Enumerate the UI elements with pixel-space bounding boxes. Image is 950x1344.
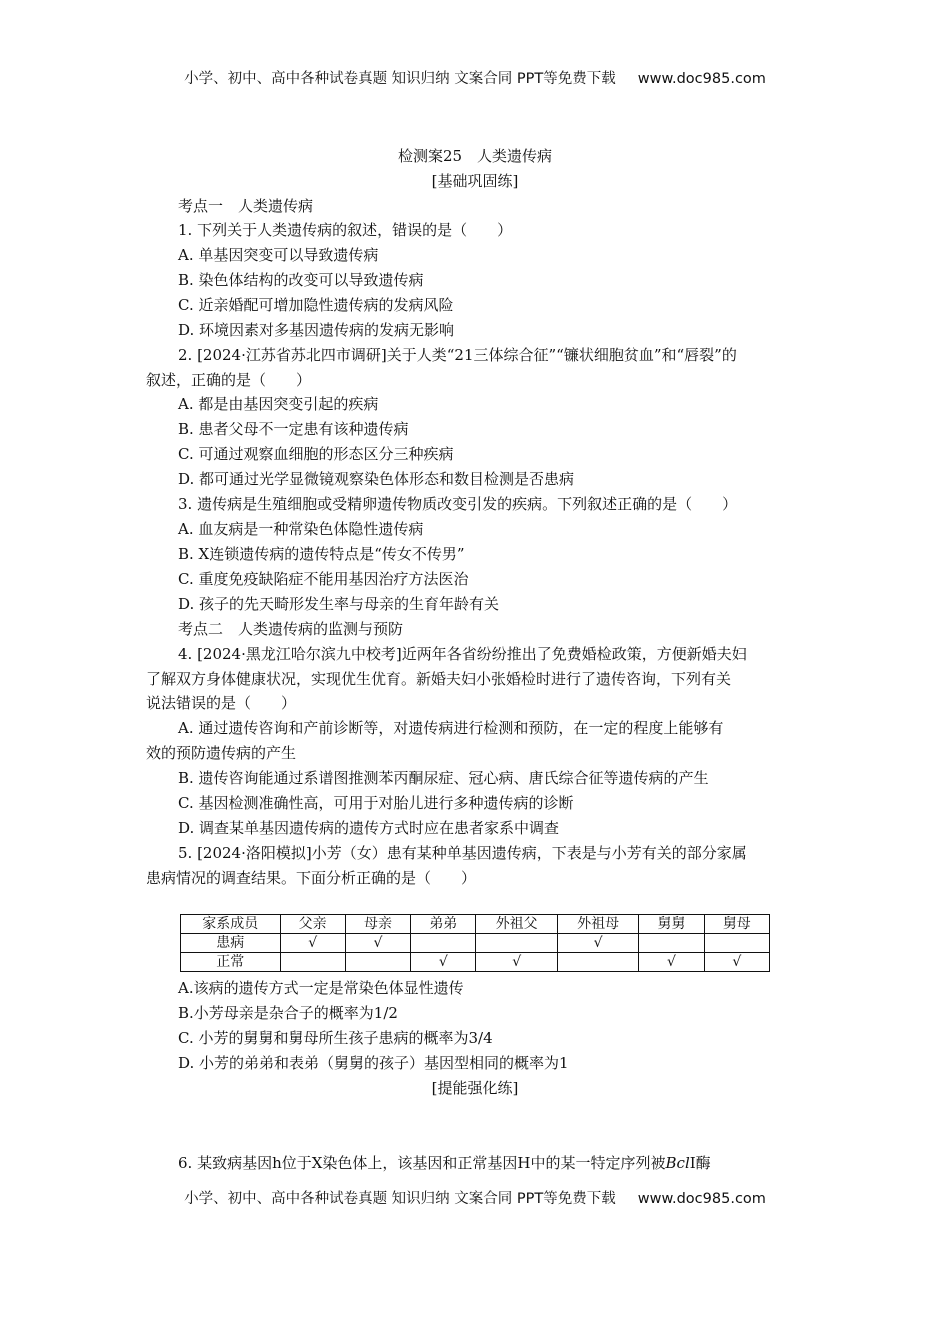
q4-option-c: C. 基因检测准确性高，可用于对胎儿进行多种遗传病的诊断 — [178, 794, 574, 812]
table-cell — [639, 934, 704, 953]
table-cell: √ — [557, 934, 638, 953]
topic-one: 考点一 人类遗传病 — [178, 197, 314, 215]
q5-option-b: B.小芳母亲是杂合子的概率为1/2 — [178, 1004, 398, 1022]
q5-option-c: C. 小芳的舅舅和舅母所生孩子患病的概率为3/4 — [178, 1029, 493, 1047]
table-cell — [280, 953, 345, 972]
page-header — [0, 69, 950, 89]
q3-option-b: B. X连锁遗传病的遗传特点是“传女不传男” — [178, 545, 465, 563]
q2-option-a: A. 都是由基因突变引起的疾病 — [178, 395, 379, 413]
q4-stem-line2: 了解双方身体健康状况，实现优生优育。新婚夫妇小张婚检时进行了遗传咨询，下列有关 — [146, 670, 732, 688]
q4-option-b: B. 遗传咨询能通过系谱图推测苯丙酮尿症、冠心病、唐氏综合征等遗传病的产生 — [178, 769, 709, 787]
q4-option-a-line1: A. 通过遗传咨询和产前诊断等，对遗传病进行检测和预防，在一定的程度上能够有 — [178, 719, 724, 737]
q3-option-d: D. 孩子的先天畸形发生率与母亲的生育年龄有关 — [178, 595, 500, 613]
table-cell — [345, 953, 410, 972]
table-header-cell: 弟弟 — [411, 915, 476, 934]
table-header-cell: 舅舅 — [639, 915, 704, 934]
q2-stem-line1: 2. [2024·江苏省苏北四市调研]关于人类“21三体综合征”“镰状细胞贫血”和“唇裂”的 — [178, 346, 737, 364]
q4-option-a-line2: 效的预防遗传病的产生 — [146, 744, 297, 762]
page-title: 检测案25 人类遗传病 — [397, 147, 553, 165]
table-header-cell: 舅母 — [704, 915, 769, 934]
table-cell — [411, 934, 476, 953]
q5-stem-line2: 患病情况的调查结果。下面分析正确的是（ ） — [146, 869, 477, 887]
q6-enzyme-name: Bcl — [665, 1154, 690, 1172]
q6-stem — [178, 1153, 711, 1173]
table-header-cell: 家系成员 — [181, 915, 281, 934]
q6-stem-text: 6. 某致病基因h位于X染色体上，该基因和正常基因H中的某一特定序列被 — [178, 1154, 666, 1172]
q2-option-b: B. 患者父母不一定患有该种遗传病 — [178, 420, 409, 438]
q1-option-c: C. 近亲婚配可增加隐性遗传病的发病风险 — [178, 296, 454, 314]
q5-option-a: A.该病的遗传方式一定是常染色体显性遗传 — [178, 979, 464, 997]
q3-option-a: A. 血友病是一种常染色体隐性遗传病 — [178, 520, 424, 538]
table-header-cell: 外祖父 — [476, 915, 557, 934]
family-survey-table — [180, 914, 770, 972]
table-header-cell: 父亲 — [280, 915, 345, 934]
table-header-cell: 母亲 — [345, 915, 410, 934]
footer-url[interactable]: www.doc985.com — [637, 1191, 766, 1207]
table-cell: √ — [639, 953, 704, 972]
q3-option-c: C. 重度免疫缺陷症不能用基因治疗方法医治 — [178, 570, 469, 588]
table-cell: √ — [280, 934, 345, 953]
table-cell: 患病 — [181, 934, 281, 953]
q2-option-c: C. 可通过观察血细胞的形态区分三种疾病 — [178, 445, 454, 463]
table-cell: 正常 — [181, 953, 281, 972]
q1-option-a: A. 单基因突变可以导致遗传病 — [178, 246, 379, 264]
footer-text: 小学、初中、高中各种试卷真题 知识归纳 文案合同 PPT等免费下载 — [184, 1191, 616, 1207]
table-cell: √ — [411, 953, 476, 972]
table-row — [181, 953, 770, 972]
q5-option-d: D. 小芳的弟弟和表弟（舅舅的孩子）基因型相同的概率为1 — [178, 1054, 569, 1072]
topic-two: 考点二 人类遗传病的监测与预防 — [178, 620, 404, 638]
table-cell — [557, 953, 638, 972]
page-footer — [0, 1189, 950, 1209]
q6-enzyme-suffix: I酶 — [689, 1154, 711, 1172]
table-cell: √ — [345, 934, 410, 953]
table-cell — [704, 934, 769, 953]
section-advanced: [提能强化练] — [431, 1079, 519, 1097]
table-cell: √ — [476, 953, 557, 972]
q4-option-d: D. 调查某单基因遗传病的遗传方式时应在患者家系中调查 — [178, 819, 560, 837]
header-url[interactable]: www.doc985.com — [637, 71, 766, 87]
q2-stem-line2: 叙述，正确的是（ ） — [146, 371, 312, 389]
table-header-cell: 外祖母 — [557, 915, 638, 934]
q3-stem: 3. 遗传病是生殖细胞或受精卵遗传物质改变引发的疾病。下列叙述正确的是（ ） — [178, 495, 738, 513]
q2-option-d: D. 都可通过光学显微镜观察染色体形态和数目检测是否患病 — [178, 470, 575, 488]
table-header-row — [181, 915, 770, 934]
q5-stem-line1: 5. [2024·洛阳模拟]小芳（女）患有某种单基因遗传病，下表是与小芳有关的部分家属 — [178, 844, 747, 862]
q1-option-b: B. 染色体结构的改变可以导致遗传病 — [178, 271, 424, 289]
table-cell: √ — [704, 953, 769, 972]
header-text: 小学、初中、高中各种试卷真题 知识归纳 文案合同 PPT等免费下载 — [184, 71, 616, 87]
q1-option-d: D. 环境因素对多基因遗传病的发病无影响 — [178, 321, 455, 339]
q4-stem-line1: 4. [2024·黑龙江哈尔滨九中校考]近两年各省纷纷推出了免费婚检政策，方便新婚夫妇 — [178, 645, 747, 663]
q1-stem: 1. 下列关于人类遗传病的叙述，错误的是（ ） — [178, 221, 513, 239]
section-basic: [基础巩固练] — [431, 172, 519, 190]
table-row — [181, 934, 770, 953]
q4-stem-line3: 说法错误的是（ ） — [146, 694, 297, 712]
table-cell — [476, 934, 557, 953]
